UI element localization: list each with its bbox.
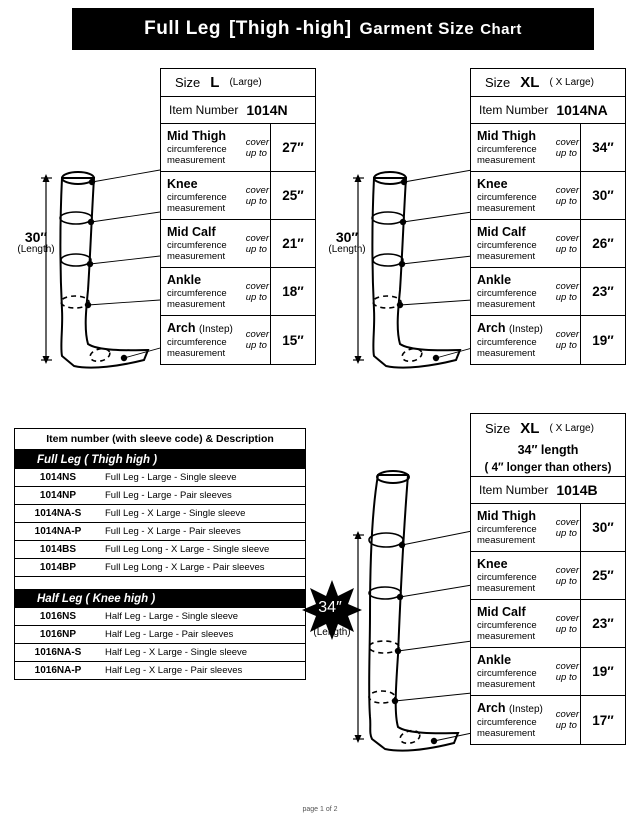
length-caption-xlarge-long: (Length) <box>313 627 351 638</box>
circumference-label: circumference <box>477 239 537 251</box>
group-header-half-leg: Half Leg ( Knee high ) <box>15 589 305 608</box>
item-description: Half Leg - X Large - Single sleeve <box>105 647 248 658</box>
measurement-row-mid-calf <box>161 220 315 268</box>
measurement-name-suffix: (Instep) <box>198 324 233 336</box>
cover-label: cover <box>555 328 579 340</box>
cover-label: cover <box>555 280 579 292</box>
table-row <box>15 469 305 487</box>
up-to-label: up to <box>245 147 267 159</box>
measurement-name: Mid Thigh <box>477 128 537 143</box>
item-number-value: 1014N <box>246 102 288 118</box>
measurement-name: Mid Calf <box>167 224 216 239</box>
up-to-label: up to <box>555 575 577 587</box>
length-note-line2: ( 4″ longer than others) <box>484 461 612 474</box>
measurement-value: 21″ <box>270 220 315 267</box>
table-row <box>15 523 305 541</box>
measurement-label: measurement <box>167 299 226 311</box>
item-description: Half Leg - X Large - Pair sleeves <box>105 665 243 676</box>
measurement-value: 25″ <box>580 552 625 599</box>
length-value-xlarge: 30″ <box>335 229 359 245</box>
measurement-label: measurement <box>477 155 536 167</box>
item-description: Full Leg - Large - Single sleeve <box>105 472 237 483</box>
measurement-label: measurement <box>477 583 536 595</box>
table-row <box>15 505 305 523</box>
item-code: 1016NA-S <box>34 647 82 658</box>
measurement-value: 30″ <box>580 172 625 219</box>
measurement-value: 18″ <box>270 268 315 315</box>
measurement-row-mid-thigh <box>161 124 315 172</box>
measurement-name: Ankle <box>477 652 512 667</box>
measurement-label: measurement <box>477 535 536 547</box>
cover-label: cover <box>245 136 269 148</box>
up-to-label: up to <box>555 291 577 303</box>
cover-label: cover <box>555 232 579 244</box>
cover-label: cover <box>555 184 579 196</box>
measurement-label: measurement <box>477 727 536 739</box>
cover-label: cover <box>555 516 579 528</box>
page-title <box>72 8 594 50</box>
leg-diagram-large <box>40 160 160 385</box>
up-to-label: up to <box>245 243 267 255</box>
circumference-label: circumference <box>167 336 227 348</box>
item-number-label: Item Number <box>479 103 549 117</box>
size-card-xlarge-long <box>470 413 626 745</box>
measurement-name: Mid Thigh <box>477 508 537 523</box>
measurement-row-mid-calf <box>471 600 625 648</box>
item-code: 1014NS <box>39 472 77 483</box>
up-to-label: up to <box>555 671 577 683</box>
measurement-value: 26″ <box>580 220 625 267</box>
size-value: XL <box>520 74 540 91</box>
up-to-label: up to <box>555 195 577 207</box>
leg-diagram-xlarge <box>352 160 472 385</box>
size-row <box>161 69 315 97</box>
page-footer: page 1 of 2 <box>302 806 338 813</box>
measurement-row-ankle <box>471 268 625 316</box>
group-header-full-leg: Full Leg ( Thigh high ) <box>15 450 305 469</box>
table-row <box>15 541 305 559</box>
measurement-name: Mid Calf <box>477 604 526 619</box>
size-label: Size <box>175 75 201 90</box>
measurement-label: measurement <box>167 251 226 263</box>
circumference-label: circumference <box>167 143 227 155</box>
size-card-large <box>160 68 316 365</box>
item-number-label: Item Number <box>479 483 549 497</box>
circumference-label: circumference <box>477 191 537 203</box>
measurement-row-knee <box>471 552 625 600</box>
up-to-label: up to <box>245 340 267 351</box>
measurement-name: Arch <box>167 321 196 336</box>
length-dimension-xlarge <box>318 230 376 255</box>
table-row <box>15 559 305 577</box>
measurement-name: Knee <box>167 176 198 191</box>
table-row <box>15 662 305 679</box>
item-description: Full Leg Long - X Large - Single sleeve <box>105 544 270 555</box>
measurement-value: 19″ <box>580 316 625 364</box>
table-row <box>15 487 305 505</box>
cover-label: cover <box>555 136 579 148</box>
cover-label: cover <box>245 328 269 340</box>
measurement-label: measurement <box>477 631 536 643</box>
circumference-label: circumference <box>167 191 227 203</box>
measurement-value: 34″ <box>580 124 625 171</box>
measurement-row-mid-calf <box>471 220 625 268</box>
measurement-name: Mid Calf <box>477 224 526 239</box>
measurement-name-suffix: (Instep) <box>508 704 543 716</box>
up-to-label: up to <box>245 195 267 207</box>
size-header-block <box>471 414 625 477</box>
size-paren: ( X Large) <box>549 422 594 434</box>
size-value: L <box>210 74 220 91</box>
item-code: 1014BP <box>39 562 77 573</box>
measurement-row-mid-thigh <box>471 124 625 172</box>
item-description: Half Leg - Large - Pair sleeves <box>105 629 234 640</box>
size-label: Size <box>485 420 511 436</box>
page-title-part2: [Thigh -high] <box>228 18 352 39</box>
item-code: 1016NS <box>39 611 77 622</box>
circumference-label: circumference <box>477 523 537 535</box>
cover-label: cover <box>245 184 269 196</box>
measurement-name: Knee <box>477 176 508 191</box>
cover-label: cover <box>555 708 579 720</box>
measurement-row-mid-thigh <box>471 504 625 552</box>
item-description: Full Leg - X Large - Pair sleeves <box>105 526 241 537</box>
size-row <box>471 414 625 442</box>
up-to-label: up to <box>245 291 267 303</box>
measurement-value: 19″ <box>580 648 625 695</box>
item-code: 1016NP <box>39 629 77 640</box>
page-title-part3: Garment Size <box>359 19 475 38</box>
item-description: Full Leg - Large - Pair sleeves <box>105 490 232 501</box>
item-code: 1014NA-P <box>34 526 82 537</box>
measurement-row-arch <box>471 696 625 744</box>
page-title-part4: Chart <box>480 20 522 38</box>
measurement-row-knee <box>471 172 625 220</box>
table-row <box>15 626 305 644</box>
circumference-label: circumference <box>477 143 537 155</box>
item-code: 1016NA-P <box>34 665 82 676</box>
length-dimension-large <box>8 230 64 255</box>
measurement-value: 23″ <box>580 600 625 647</box>
measurement-label: measurement <box>167 155 226 167</box>
measurement-value: 30″ <box>580 504 625 551</box>
up-to-label: up to <box>555 340 577 351</box>
measurement-label: measurement <box>477 679 536 691</box>
item-number-table <box>14 428 306 680</box>
cover-label: cover <box>555 564 579 576</box>
size-card-xlarge <box>470 68 626 365</box>
cover-label: cover <box>555 612 579 624</box>
item-number-row <box>471 97 625 124</box>
measurement-name: Ankle <box>477 272 512 287</box>
measurement-label: measurement <box>477 347 536 359</box>
item-description: Full Leg - X Large - Single sleeve <box>105 508 246 519</box>
measurement-label: measurement <box>477 203 536 215</box>
size-paren: ( X Large) <box>549 77 594 88</box>
measurement-name: Arch <box>477 701 506 716</box>
length-note-line1: 34″ length <box>517 443 579 457</box>
measurement-label: measurement <box>167 203 226 215</box>
item-number-row <box>161 97 315 124</box>
circumference-label: circumference <box>477 336 537 348</box>
circumference-label: circumference <box>477 716 537 728</box>
item-code: 1014BS <box>39 544 77 555</box>
length-caption-large: (Length) <box>17 243 55 255</box>
up-to-label: up to <box>555 243 577 255</box>
measurement-row-arch <box>161 316 315 364</box>
item-number-row <box>471 477 625 504</box>
table-row <box>15 644 305 662</box>
up-to-label: up to <box>555 147 577 159</box>
up-to-label: up to <box>555 527 577 539</box>
table-header: Item number (with sleeve code) & Description <box>15 429 305 450</box>
length-caption-xlarge: (Length) <box>328 243 366 255</box>
table-row <box>15 608 305 626</box>
size-value: XL <box>520 419 540 437</box>
measurement-name: Ankle <box>167 272 202 287</box>
measurement-name: Arch <box>477 321 506 336</box>
cover-label: cover <box>245 280 269 292</box>
leg-diagram-xlarge-long <box>352 465 472 755</box>
cover-label: cover <box>555 660 579 672</box>
circumference-label: circumference <box>167 239 227 251</box>
item-code: 1014NA-S <box>34 508 82 519</box>
circumference-label: circumference <box>167 287 227 299</box>
measurement-value: 17″ <box>580 696 625 744</box>
size-row <box>471 69 625 97</box>
measurement-name-suffix: (Instep) <box>508 324 543 336</box>
measurement-value: 15″ <box>270 316 315 364</box>
size-paren: (Large) <box>229 77 262 88</box>
circumference-label: circumference <box>477 287 537 299</box>
measurement-label: measurement <box>167 347 226 359</box>
measurement-label: measurement <box>477 251 536 263</box>
table-spacer <box>15 577 305 589</box>
circumference-label: circumference <box>477 619 537 631</box>
measurement-row-ankle <box>161 268 315 316</box>
item-number-value: 1014NA <box>556 102 608 118</box>
measurement-label: measurement <box>477 299 536 311</box>
page-title-part1: Full Leg <box>144 18 221 39</box>
circumference-label: circumference <box>477 667 537 679</box>
measurement-name: Mid Thigh <box>167 128 227 143</box>
item-code: 1014NP <box>39 490 77 501</box>
circumference-label: circumference <box>477 571 537 583</box>
up-to-label: up to <box>555 720 577 731</box>
measurement-row-arch <box>471 316 625 364</box>
cover-label: cover <box>245 232 269 244</box>
item-description: Half Leg - Large - Single sleeve <box>105 611 239 622</box>
length-value-xlarge-long: 34″ <box>318 599 342 616</box>
up-to-label: up to <box>555 623 577 635</box>
length-value-large: 30″ <box>24 229 48 245</box>
measurement-value: 23″ <box>580 268 625 315</box>
item-number-value: 1014B <box>556 482 598 498</box>
measurement-value: 25″ <box>270 172 315 219</box>
item-description: Full Leg Long - X Large - Pair sleeves <box>105 562 265 573</box>
length-caption-wrap-xlarge-long <box>304 628 360 639</box>
measurement-row-ankle <box>471 648 625 696</box>
measurement-value: 27″ <box>270 124 315 171</box>
item-number-label: Item Number <box>169 103 239 117</box>
size-label: Size <box>485 75 511 90</box>
measurement-name: Knee <box>477 556 508 571</box>
measurement-row-knee <box>161 172 315 220</box>
